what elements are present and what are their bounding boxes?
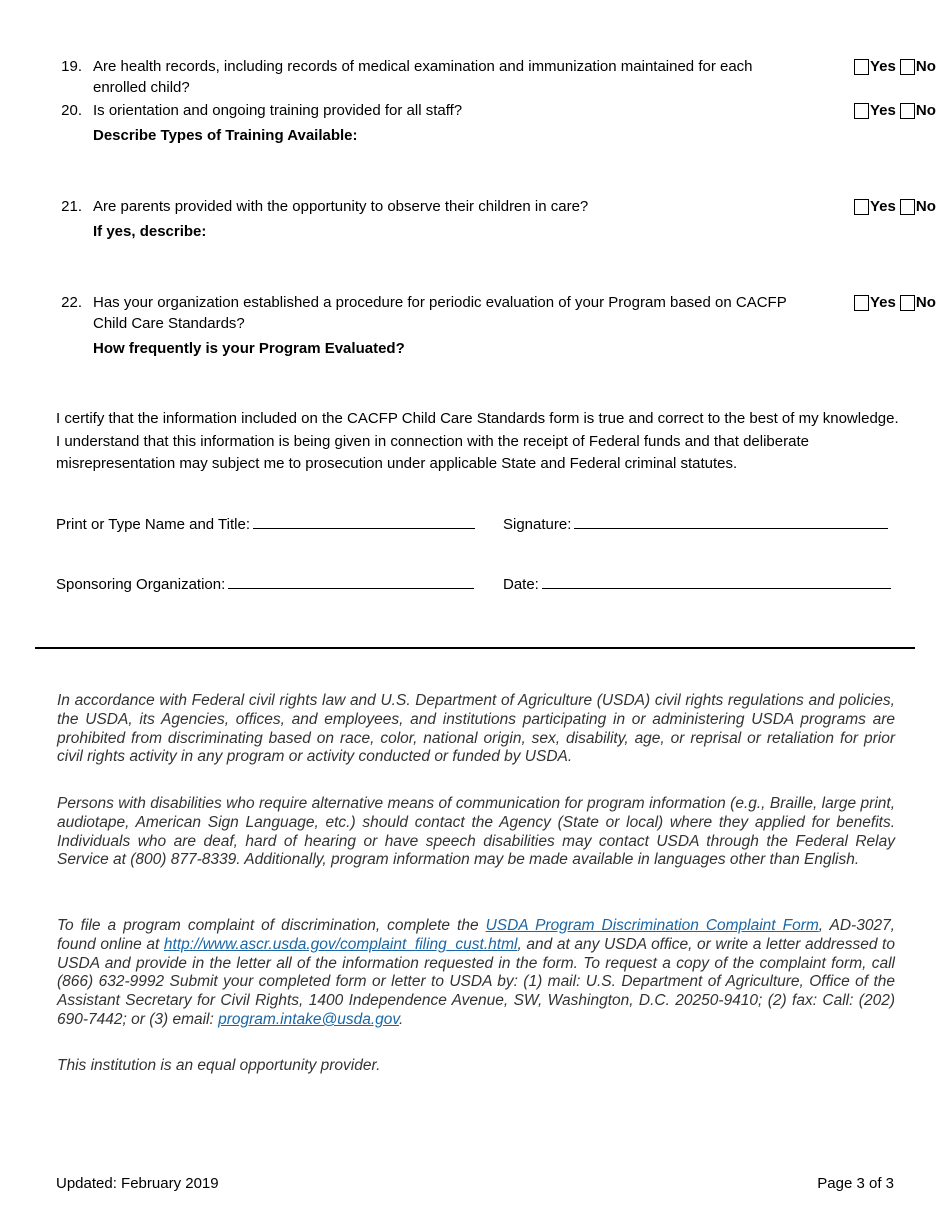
- sponsoring-organization-line[interactable]: [228, 574, 474, 589]
- question-text: Are parents provided with the opportunity to observe their children in care?: [93, 198, 589, 215]
- no-checkbox[interactable]: [900, 199, 915, 215]
- no-label: No: [915, 294, 936, 311]
- question-number: 22.: [61, 294, 82, 311]
- yes-no-group: [854, 56, 940, 77]
- question-body: [93, 292, 793, 359]
- question-text: Are health records, including records of medical examination and immunization maintained for each enrolled child?: [93, 58, 753, 96]
- sponsoring-organization-label: Sponsoring Organization:: [56, 576, 226, 593]
- date-label: Date:: [503, 576, 539, 593]
- footer-page-number: Page 3 of 3: [817, 1175, 894, 1192]
- no-checkbox[interactable]: [900, 103, 915, 119]
- yes-checkbox[interactable]: [854, 199, 869, 215]
- name-title-line[interactable]: [253, 514, 475, 529]
- no-label: No: [915, 198, 936, 215]
- question-subprompt: If yes, describe:: [93, 223, 207, 240]
- nondiscrimination-paragraph-1: In accordance with Federal civil rights law and U.S. Department of Agriculture (USDA) civil rights regulations and policies, the USDA, its Agencies, offices, and employees, and institutions participating in or administering USDA programs are prohibited from discriminating based on race, color, national origin, sex, disability, age, or reprisal or retaliation for prior civil rights activity in any program or activity conducted or funded by USDA.: [57, 692, 895, 766]
- complaint-text-a: To file a program complaint of discrimination, complete the: [57, 917, 486, 934]
- yes-no-group: [854, 292, 940, 313]
- equal-opportunity-statement: This institution is an equal opportunity provider.: [57, 1057, 381, 1074]
- question-text: Is orientation and ongoing training provided for all staff?: [93, 102, 463, 119]
- complaint-form-link[interactable]: USDA Program Discrimination Complaint Form: [485, 917, 819, 934]
- question-body: [93, 196, 793, 242]
- nondiscrimination-paragraph-3: [57, 917, 895, 1030]
- no-label: No: [915, 102, 936, 119]
- question-number: 21.: [61, 198, 82, 215]
- question-number: 20.: [61, 102, 82, 119]
- complaint-text-d: .: [399, 1010, 404, 1028]
- complaint-text-b: , AD-3027, found online at: [57, 917, 895, 953]
- yes-label: Yes: [870, 294, 896, 311]
- footer-updated: Updated: February 2019: [56, 1175, 219, 1192]
- complaint-url-link[interactable]: http://www.ascr.usda.gov/complaint_filing_cust.html: [163, 935, 518, 953]
- no-checkbox[interactable]: [900, 295, 915, 311]
- no-checkbox[interactable]: [900, 59, 915, 75]
- yes-label: Yes: [870, 58, 896, 75]
- yes-checkbox[interactable]: [854, 59, 869, 75]
- sponsoring-organization-field[interactable]: [56, 574, 474, 593]
- signature-field[interactable]: [503, 514, 888, 533]
- yes-checkbox[interactable]: [854, 103, 869, 119]
- signature-line[interactable]: [574, 514, 888, 529]
- certification-statement: I certify that the information included on the CACFP Child Care Standards form is true and correct to the best of my knowledge. I understand that this information is being given in connection with the receipt of Federal funds and that deliberate misrepresentation may subject me to prosecution under applicable State and Federal criminal statutes.: [56, 410, 899, 472]
- yes-checkbox[interactable]: [854, 295, 869, 311]
- question-subprompt: How frequently is your Program Evaluated?: [93, 340, 405, 357]
- yes-label: Yes: [870, 198, 896, 215]
- date-field[interactable]: [503, 574, 891, 593]
- question-number: 19.: [61, 58, 82, 75]
- yes-no-group: [854, 100, 940, 121]
- name-title-label: Print or Type Name and Title:: [56, 516, 250, 533]
- date-line[interactable]: [542, 574, 891, 589]
- name-title-field[interactable]: [56, 514, 475, 533]
- question-subprompt: Describe Types of Training Available:: [93, 127, 358, 144]
- signature-label: Signature:: [503, 516, 572, 533]
- yes-no-group: [854, 196, 940, 217]
- nondiscrimination-paragraph-2: Persons with disabilities who require alternative means of communication for program information (e.g., Braille, large print, audiotape, American Sign Language, etc.) should contact the Agency (State or local) where they applied for benefits. Individuals who are deaf, hard of hearing or have speech disabilities may contact USDA through the Federal Relay Service at (800) 877-8339. Additionally, program information may be made available in languages other than English.: [57, 795, 895, 869]
- question-body: [93, 100, 793, 146]
- question-text: Has your organization established a procedure for periodic evaluation of your Program based on CACFP Child Care Standards?: [93, 294, 787, 332]
- no-label: No: [915, 58, 936, 75]
- yes-label: Yes: [870, 102, 896, 119]
- section-divider: [35, 647, 915, 649]
- complaint-text-c: , and at any USDA office, or write a letter addressed to USDA and provide in the letter all of the information requested in the form. To request a copy of the complaint form, call (866) 632-9992 Submit your completed form or letter to USDA by: (1) mail: U.S. Department of Agriculture, Office of the Assistant Secretary for Civil Rights, 1400 Independence Avenue, SW, Washington, D.C. 20250-9410; (2) fax: Call: (202) 690-7442; or (3) email:: [57, 935, 895, 1028]
- email-link[interactable]: program.intake@usda.gov: [218, 1010, 399, 1028]
